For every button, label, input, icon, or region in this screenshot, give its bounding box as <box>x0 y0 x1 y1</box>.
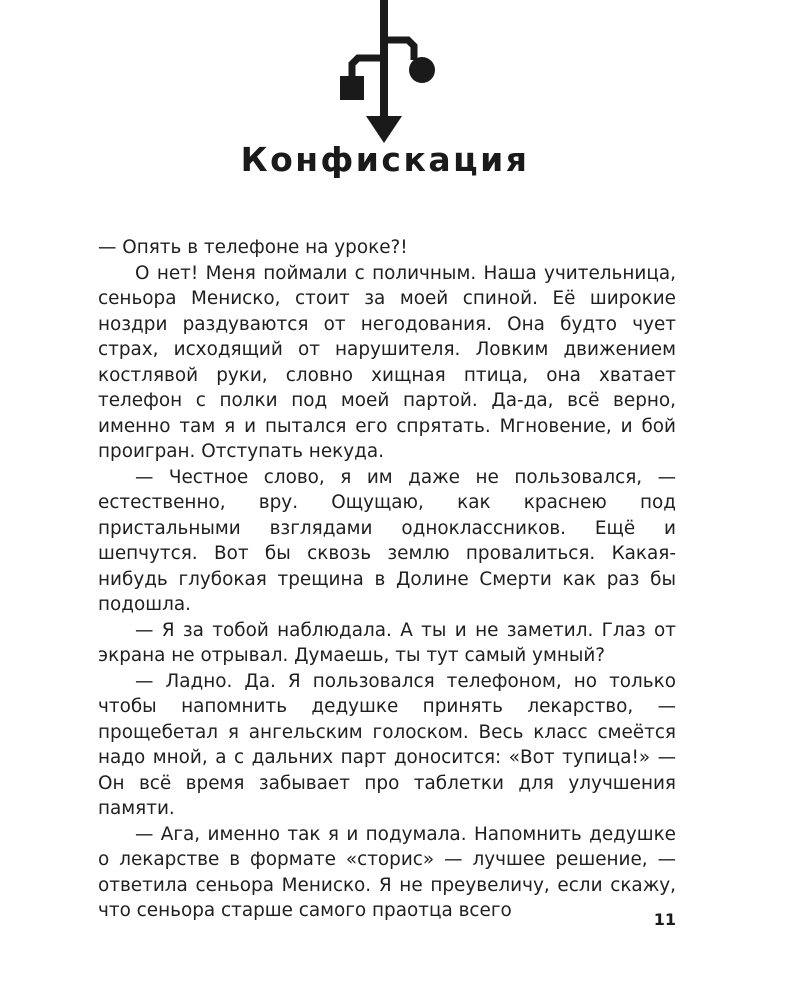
usb-icon <box>330 0 440 145</box>
paragraph: — Опять в телефоне на уроке?! <box>98 237 408 258</box>
paragraph: — Честное слово, я им даже не пользовался, — естественно, вру. Ощущаю, как краснею под пристальными взглядами одноклассников. Ещё и шепчутся. Вот бы сквозь землю провалиться. Какая-нибудь глубокая трещина в Долине Смерти как раз бы подошла. <box>98 466 676 615</box>
page-number: 11 <box>653 910 676 929</box>
chapter-title: Конфискация <box>240 140 530 179</box>
paragraph: О нет! Меня поймали с поличным. Наша учительница, сеньора Мениско, стоит за моей спиной. Её широкие ноздри раздуваются от негодования. Она будто чует страх, исходящий от нарушителя. Ловким движением костлявой руки, словно хищная птица, она хватает телефон с полки под моей партой. Да-да, всё верно, именно там я и пытался его спрятать. Мгновение, и бой проигран. Отступать некуда. <box>98 262 676 462</box>
chapter-body <box>98 235 676 924</box>
paragraph: — Ага, именно так я и подумала. Напомнить дедушке о лекарстве в формате «сторис» — лучшее решение, — ответила сеньора Мениско. Я не преувеличу, если скажу, что сеньора старше самого праотца всего <box>98 823 676 921</box>
paragraph: — Я за тобой наблюдала. А ты и не заметил. Глаз от экрана не отрывал. Думаешь, ты тут самый умный? <box>98 619 676 666</box>
paragraph: — Ладно. Да. Я пользовался телефоном, но только чтобы напомнить дедушке принять лекарство, — прощебетал я ангельским голоском. Весь класс смеётся надо мной, а с дальних парт доносится: «Вот тупица!» — Он всё время забывает про таблетки для улучшения памяти. <box>98 670 676 819</box>
